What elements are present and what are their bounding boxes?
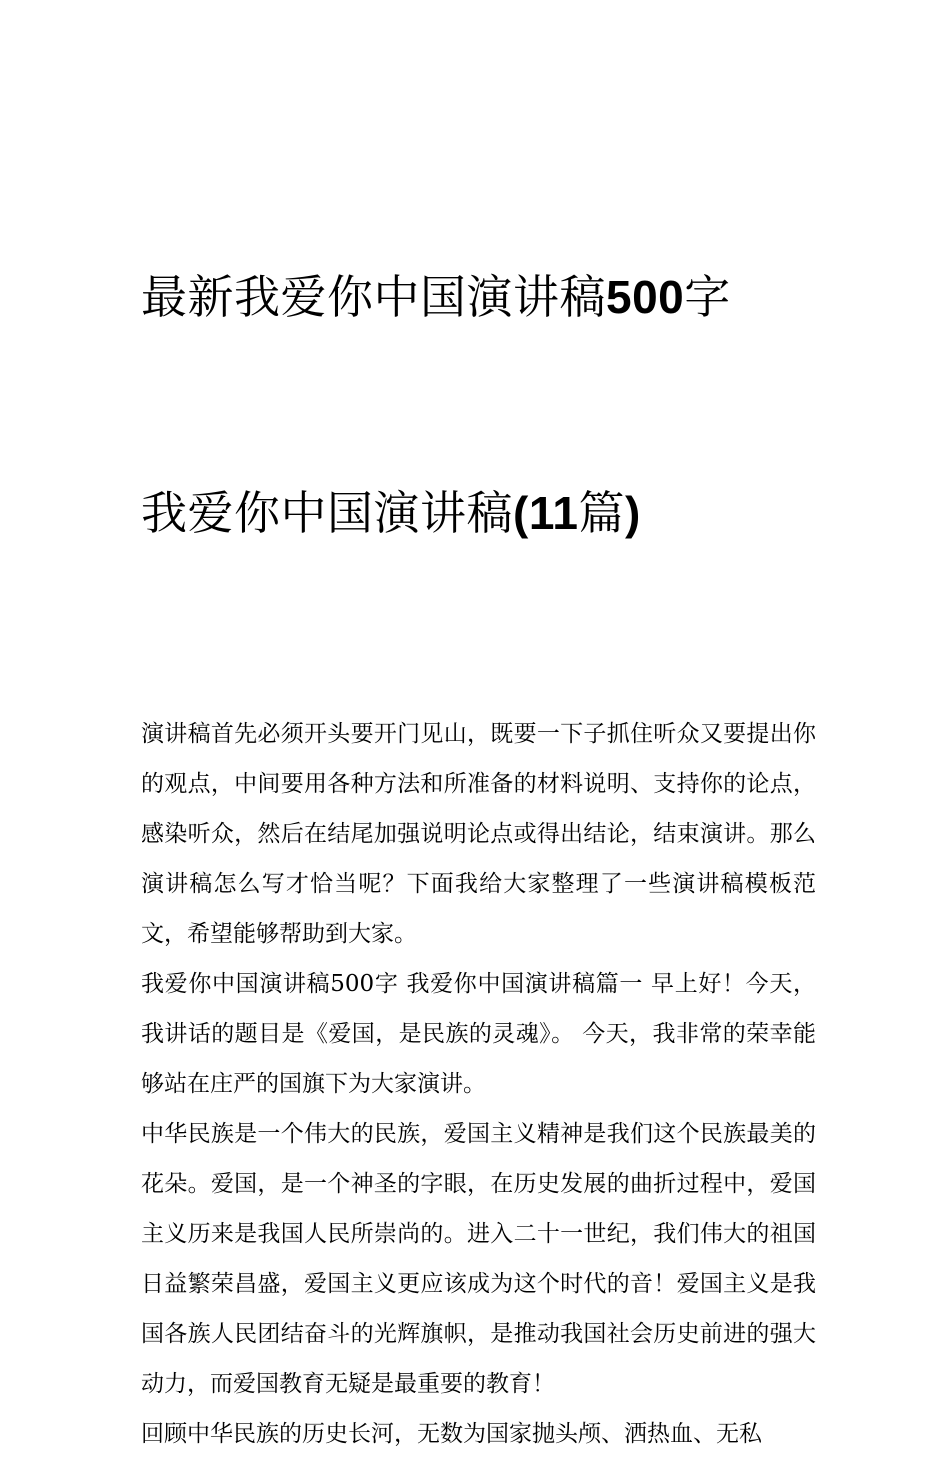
title-paren-close: ) — [624, 487, 641, 539]
title-line-2: 我爱你中国演讲稿(11篇) — [141, 486, 641, 540]
document-content — [141, 117, 816, 1459]
document-title — [141, 117, 816, 693]
title-paren-11: (11 — [513, 487, 579, 539]
paragraph-intro: 演讲稿首先必须开头要开门见山，既要一下子抓住听众又要提出你的观点，中间要用各种方法和所准备的材料说明、支持你的论点，感染听众，然后在结尾加强说明论点或得出结论，结束演讲。那么演讲稿怎么写才恰当呢？下面我给大家整理了一些演讲稿模板范文，希望能够帮助到大家。 — [141, 721, 816, 947]
paragraph-history: 回顾中华民族的历史长河，无数为国家抛头颅、洒热血、无私 — [141, 1421, 762, 1447]
title-line-1: 最新我爱你中国演讲稿500字 — [141, 270, 731, 324]
document-body — [141, 709, 816, 1459]
paragraph-patriotism: 中华民族是一个伟大的民族，爱国主义精神是我们这个民族最美的花朵。爱国，是一个神圣的字眼，在历史发展的曲折过程中，爱国主义历来是我国人民所崇尚的。进入二十一世纪，我们伟大的祖国日益繁荣昌盛，爱国主义更应该成为这个时代的音！爱国主义是我国各族人民团结奋斗的光辉旗帜，是推动我国社会历史前进的强大动力，而爱国教育无疑是最重要的教育！ — [141, 1121, 816, 1397]
paragraph-speech-opening: 我爱你中国演讲稿500字 我爱你中国演讲稿篇一 早上好！今天，我讲话的题目是《爱国，是民族的灵魂》。 今天，我非常的荣幸能够站在庄严的国旗下为大家演讲。 — [141, 971, 816, 1097]
title-number-500: 500 — [606, 271, 685, 323]
